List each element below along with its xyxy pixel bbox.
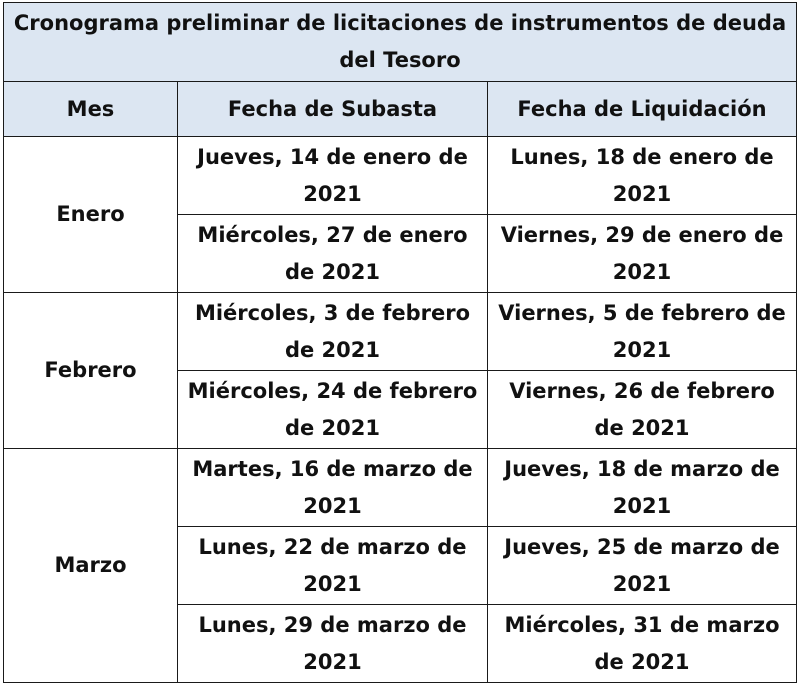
table-header-row bbox=[4, 82, 797, 137]
month-cell-febrero: Febrero bbox=[4, 293, 178, 449]
auction-date-cell: Miércoles, 27 de enero de 2021 bbox=[178, 215, 488, 293]
auction-date-cell: Jueves, 14 de enero de 2021 bbox=[178, 137, 488, 215]
table-row bbox=[4, 137, 797, 215]
settlement-date-cell: Lunes, 18 de enero de 2021 bbox=[488, 137, 797, 215]
settlement-date-cell: Viernes, 29 de enero de 2021 bbox=[488, 215, 797, 293]
schedule-table-wrapper bbox=[3, 2, 797, 683]
column-header-auction-date: Fecha de Subasta bbox=[178, 82, 488, 137]
settlement-date-cell: Miércoles, 31 de marzo de 2021 bbox=[488, 605, 797, 683]
column-header-month: Mes bbox=[4, 82, 178, 137]
auction-date-cell: Miércoles, 24 de febrero de 2021 bbox=[178, 371, 488, 449]
table-title: Cronograma preliminar de licitaciones de instrumentos de deuda del Tesoro bbox=[4, 3, 797, 82]
table-row bbox=[4, 449, 797, 527]
auction-date-cell: Lunes, 22 de marzo de 2021 bbox=[178, 527, 488, 605]
settlement-date-cell: Jueves, 25 de marzo de 2021 bbox=[488, 527, 797, 605]
auction-date-cell: Martes, 16 de marzo de 2021 bbox=[178, 449, 488, 527]
auction-date-cell: Lunes, 29 de marzo de 2021 bbox=[178, 605, 488, 683]
column-header-settlement-date: Fecha de Liquidación bbox=[488, 82, 797, 137]
table-title-row bbox=[4, 3, 797, 82]
settlement-date-cell: Jueves, 18 de marzo de 2021 bbox=[488, 449, 797, 527]
auction-date-cell: Miércoles, 3 de febrero de 2021 bbox=[178, 293, 488, 371]
schedule-table bbox=[3, 2, 797, 683]
month-cell-marzo: Marzo bbox=[4, 449, 178, 683]
settlement-date-cell: Viernes, 5 de febrero de 2021 bbox=[488, 293, 797, 371]
month-cell-enero: Enero bbox=[4, 137, 178, 293]
table-row bbox=[4, 293, 797, 371]
settlement-date-cell: Viernes, 26 de febrero de 2021 bbox=[488, 371, 797, 449]
